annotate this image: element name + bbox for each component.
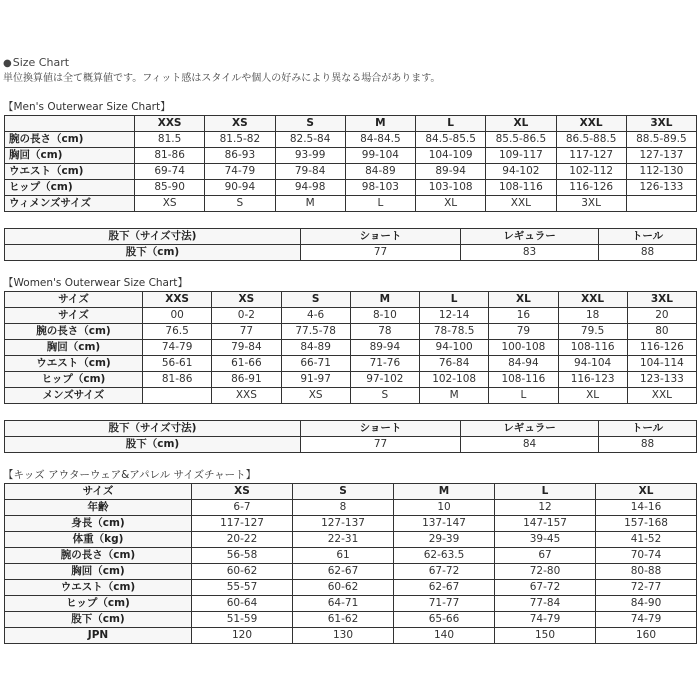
value-cell: XXL	[627, 388, 696, 404]
size-header-cell: XXL	[558, 292, 627, 308]
table-row	[5, 245, 697, 261]
value-cell: 89-94	[350, 340, 419, 356]
value-cell: 98-103	[345, 180, 415, 196]
size-header-cell: XXS	[143, 292, 212, 308]
size-header-cell: L	[416, 116, 486, 132]
value-cell: 18	[558, 308, 627, 324]
value-cell: 67-72	[495, 580, 596, 596]
value-cell: 108-116	[558, 340, 627, 356]
value-cell: 117-127	[192, 516, 293, 532]
value-cell: XXS	[212, 388, 281, 404]
value-cell: 62-67	[293, 564, 394, 580]
value-cell: 39-45	[495, 532, 596, 548]
value-cell: 0-2	[212, 308, 281, 324]
header-row	[5, 229, 697, 245]
row-label-cell: 身長（cm)	[5, 516, 192, 532]
value-cell: 85.5-86.5	[486, 132, 556, 148]
size-header-cell: XXS	[135, 116, 205, 132]
inseam-header-cell: ショート	[301, 229, 461, 245]
inseam-header-cell: レギュラー	[461, 421, 599, 437]
value-cell: 12	[495, 500, 596, 516]
size-header-cell: 3XL	[627, 292, 696, 308]
inseam-value-cell: 88	[599, 245, 697, 261]
value-cell: 51-59	[192, 612, 293, 628]
value-cell: 70-74	[596, 548, 697, 564]
value-cell: XS	[135, 196, 205, 212]
kids-caption: 【キッズ アウターウェア&アパレル サイズチャート】	[3, 469, 257, 481]
value-cell: 94-100	[420, 340, 489, 356]
row-label-cell: 腕の長さ（cm)	[5, 324, 143, 340]
row-label-cell: ヒップ（cm)	[5, 596, 192, 612]
value-cell: 78-78.5	[420, 324, 489, 340]
table-row	[5, 580, 697, 596]
header-row	[5, 292, 697, 308]
value-cell: 71-77	[394, 596, 495, 612]
size-header-cell: M	[345, 116, 415, 132]
value-cell: 116-123	[558, 372, 627, 388]
value-cell: 29-39	[394, 532, 495, 548]
value-cell: 103-108	[416, 180, 486, 196]
table-row	[5, 196, 697, 212]
row-label-cell: サイズ	[5, 308, 143, 324]
size-header-cell: M	[394, 484, 495, 500]
table-row	[5, 500, 697, 516]
size-header-cell: XL	[596, 484, 697, 500]
value-cell: 81-86	[135, 148, 205, 164]
value-cell: 81.5	[135, 132, 205, 148]
row-label-cell: ウエスト（cm)	[5, 356, 143, 372]
value-cell: 120	[192, 628, 293, 644]
value-cell: 4-6	[281, 308, 350, 324]
inseam-header-cell: トール	[599, 229, 697, 245]
value-cell: 102-112	[556, 164, 626, 180]
header-label-cell	[5, 116, 135, 132]
value-cell: 79-84	[275, 164, 345, 180]
value-cell: 67	[495, 548, 596, 564]
value-cell: L	[489, 388, 558, 404]
row-label-cell: ウエスト（cm)	[5, 164, 135, 180]
womens-caption: 【Women's Outerwear Size Chart】	[3, 277, 188, 289]
size-header-cell: S	[293, 484, 394, 500]
value-cell: 64-71	[293, 596, 394, 612]
size-header-cell: L	[420, 292, 489, 308]
value-cell: 56-58	[192, 548, 293, 564]
inseam-header-cell: ショート	[301, 421, 461, 437]
inseam-value-cell: 83	[461, 245, 599, 261]
value-cell: 85-90	[135, 180, 205, 196]
table-row	[5, 612, 697, 628]
value-cell: 117-127	[556, 148, 626, 164]
row-label-cell: ヒップ（cm)	[5, 372, 143, 388]
value-cell: 80-88	[596, 564, 697, 580]
value-cell: 150	[495, 628, 596, 644]
row-label-cell: ウエスト（cm)	[5, 580, 192, 596]
header-label-cell: サイズ	[5, 484, 192, 500]
table-row	[5, 132, 697, 148]
value-cell: 41-52	[596, 532, 697, 548]
value-cell: 62-63.5	[394, 548, 495, 564]
value-cell: 79.5	[558, 324, 627, 340]
size-header-cell: XS	[205, 116, 275, 132]
value-cell: 12-14	[420, 308, 489, 324]
table-row	[5, 324, 697, 340]
value-cell: 72-80	[495, 564, 596, 580]
row-label-cell: ヒップ（cm)	[5, 180, 135, 196]
value-cell: 108-116	[486, 180, 556, 196]
value-cell: 127-137	[293, 516, 394, 532]
value-cell: L	[345, 196, 415, 212]
value-cell: 130	[293, 628, 394, 644]
value-cell: 126-133	[626, 180, 696, 196]
size-header-cell: XXL	[556, 116, 626, 132]
inseam-value-cell: 84	[461, 437, 599, 453]
value-cell: 61	[293, 548, 394, 564]
size-header-cell: XL	[486, 116, 556, 132]
value-cell: 116-126	[627, 340, 696, 356]
value-cell: 69-74	[135, 164, 205, 180]
inseam-header-cell: レギュラー	[461, 229, 599, 245]
value-cell: 160	[596, 628, 697, 644]
value-cell: 94-104	[558, 356, 627, 372]
header-row	[5, 116, 697, 132]
row-label-cell: 年齢	[5, 500, 192, 516]
value-cell: S	[350, 388, 419, 404]
value-cell: 94-98	[275, 180, 345, 196]
mens-inseam-table	[4, 228, 697, 261]
value-cell: 00	[143, 308, 212, 324]
value-cell: 108-116	[489, 372, 558, 388]
value-cell: XL	[558, 388, 627, 404]
header-row	[5, 421, 697, 437]
kids-size-table	[4, 483, 697, 644]
value-cell: 88.5-89.5	[626, 132, 696, 148]
value-cell: 71-76	[350, 356, 419, 372]
header-label-cell: サイズ	[5, 292, 143, 308]
womens-size-table	[4, 291, 697, 404]
value-cell: 76.5	[143, 324, 212, 340]
value-cell: 157-168	[596, 516, 697, 532]
row-label-cell: 胸回（cm)	[5, 564, 192, 580]
value-cell: 60-62	[293, 580, 394, 596]
size-chart-title-text: Size Chart	[12, 56, 70, 69]
value-cell: 91-97	[281, 372, 350, 388]
value-cell: 79	[489, 324, 558, 340]
value-cell: 81.5-82	[205, 132, 275, 148]
value-cell: 74-79	[495, 612, 596, 628]
value-cell: 79-84	[212, 340, 281, 356]
size-header-cell: XS	[212, 292, 281, 308]
inseam-header-cell: トール	[599, 421, 697, 437]
value-cell: 112-130	[626, 164, 696, 180]
value-cell: 77	[212, 324, 281, 340]
value-cell: 81-86	[143, 372, 212, 388]
header-row	[5, 484, 697, 500]
table-row	[5, 596, 697, 612]
value-cell: 127-137	[626, 148, 696, 164]
table-row	[5, 180, 697, 196]
value-cell: 82.5-84	[275, 132, 345, 148]
value-cell: 84-94	[489, 356, 558, 372]
inseam-header-cell: 股下（サイズ寸法)	[5, 421, 301, 437]
size-header-cell: M	[350, 292, 419, 308]
mens-size-table	[4, 115, 697, 212]
value-cell: 86-91	[212, 372, 281, 388]
value-cell: 93-99	[275, 148, 345, 164]
inseam-header-cell: 股下（サイズ寸法)	[5, 229, 301, 245]
inseam-value-cell: 77	[301, 437, 461, 453]
table-row	[5, 388, 697, 404]
value-cell: 94-102	[486, 164, 556, 180]
row-label-cell: メンズサイズ	[5, 388, 143, 404]
table-row	[5, 356, 697, 372]
value-cell: 86-93	[205, 148, 275, 164]
value-cell: 76-84	[420, 356, 489, 372]
value-cell: 140	[394, 628, 495, 644]
value-cell: 78	[350, 324, 419, 340]
value-cell: 104-114	[627, 356, 696, 372]
table-row	[5, 164, 697, 180]
size-header-cell: XL	[489, 292, 558, 308]
value-cell: 56-61	[143, 356, 212, 372]
value-cell: 97-102	[350, 372, 419, 388]
value-cell: 109-117	[486, 148, 556, 164]
value-cell: 14-16	[596, 500, 697, 516]
value-cell: XS	[281, 388, 350, 404]
value-cell: 100-108	[489, 340, 558, 356]
size-header-cell: 3XL	[626, 116, 696, 132]
value-cell: 74-79	[596, 612, 697, 628]
row-label-cell: 体重（kg)	[5, 532, 192, 548]
inseam-value-cell: 77	[301, 245, 461, 261]
value-cell	[143, 388, 212, 404]
value-cell: 72-77	[596, 580, 697, 596]
womens-inseam-table	[4, 420, 697, 453]
value-cell: 67-72	[394, 564, 495, 580]
table-row	[5, 564, 697, 580]
value-cell: 62-67	[394, 580, 495, 596]
size-header-cell: S	[281, 292, 350, 308]
size-header-cell: XS	[192, 484, 293, 500]
value-cell: 84-89	[281, 340, 350, 356]
table-row	[5, 548, 697, 564]
value-cell: 8	[293, 500, 394, 516]
value-cell: 80	[627, 324, 696, 340]
value-cell: S	[205, 196, 275, 212]
table-row	[5, 437, 697, 453]
mens-caption: 【Men's Outerwear Size Chart】	[3, 101, 171, 113]
value-cell: 77-84	[495, 596, 596, 612]
value-cell: 22-31	[293, 532, 394, 548]
row-label-cell: 腕の長さ（cm)	[5, 548, 192, 564]
row-label-cell: JPN	[5, 628, 192, 644]
value-cell: 77.5-78	[281, 324, 350, 340]
value-cell: 84.5-85.5	[416, 132, 486, 148]
row-label-cell: 胸回（cm)	[5, 148, 135, 164]
table-row	[5, 532, 697, 548]
value-cell: 65-66	[394, 612, 495, 628]
table-row	[5, 516, 697, 532]
value-cell: 104-109	[416, 148, 486, 164]
value-cell: 147-157	[495, 516, 596, 532]
value-cell: 55-57	[192, 580, 293, 596]
value-cell: 102-108	[420, 372, 489, 388]
value-cell: XL	[416, 196, 486, 212]
value-cell: 60-64	[192, 596, 293, 612]
row-label-cell: 股下（cm)	[5, 612, 192, 628]
table-row	[5, 308, 697, 324]
value-cell: 61-66	[212, 356, 281, 372]
row-label-cell: ウィメンズサイズ	[5, 196, 135, 212]
value-cell: 123-133	[627, 372, 696, 388]
value-cell: 74-79	[143, 340, 212, 356]
value-cell: 89-94	[416, 164, 486, 180]
bullet-icon: ●	[3, 58, 12, 69]
value-cell: XXL	[486, 196, 556, 212]
value-cell: 84-89	[345, 164, 415, 180]
value-cell: M	[275, 196, 345, 212]
value-cell: 66-71	[281, 356, 350, 372]
inseam-label-cell: 股下（cm)	[5, 437, 301, 453]
size-chart-title	[3, 56, 69, 69]
value-cell: 61-62	[293, 612, 394, 628]
value-cell: 90-94	[205, 180, 275, 196]
value-cell: 84-84.5	[345, 132, 415, 148]
value-cell: M	[420, 388, 489, 404]
value-cell: 84-90	[596, 596, 697, 612]
value-cell: 10	[394, 500, 495, 516]
value-cell: 8-10	[350, 308, 419, 324]
table-row	[5, 628, 697, 644]
value-cell: 137-147	[394, 516, 495, 532]
value-cell: 116-126	[556, 180, 626, 196]
value-cell: 74-79	[205, 164, 275, 180]
table-row	[5, 372, 697, 388]
inseam-label-cell: 股下（cm)	[5, 245, 301, 261]
size-header-cell: S	[275, 116, 345, 132]
value-cell: 86.5-88.5	[556, 132, 626, 148]
value-cell: 60-62	[192, 564, 293, 580]
row-label-cell: 胸回（cm)	[5, 340, 143, 356]
size-note: 単位換算値は全て概算値です。フィット感はスタイルや個人の好みにより異なる場合があります。	[3, 73, 441, 84]
table-row	[5, 340, 697, 356]
value-cell: 3XL	[556, 196, 626, 212]
value-cell: 6-7	[192, 500, 293, 516]
value-cell: 99-104	[345, 148, 415, 164]
value-cell: 16	[489, 308, 558, 324]
inseam-value-cell: 88	[599, 437, 697, 453]
size-header-cell: L	[495, 484, 596, 500]
value-cell: 20-22	[192, 532, 293, 548]
value-cell	[626, 196, 696, 212]
value-cell: 20	[627, 308, 696, 324]
table-row	[5, 148, 697, 164]
row-label-cell: 腕の長さ（cm)	[5, 132, 135, 148]
